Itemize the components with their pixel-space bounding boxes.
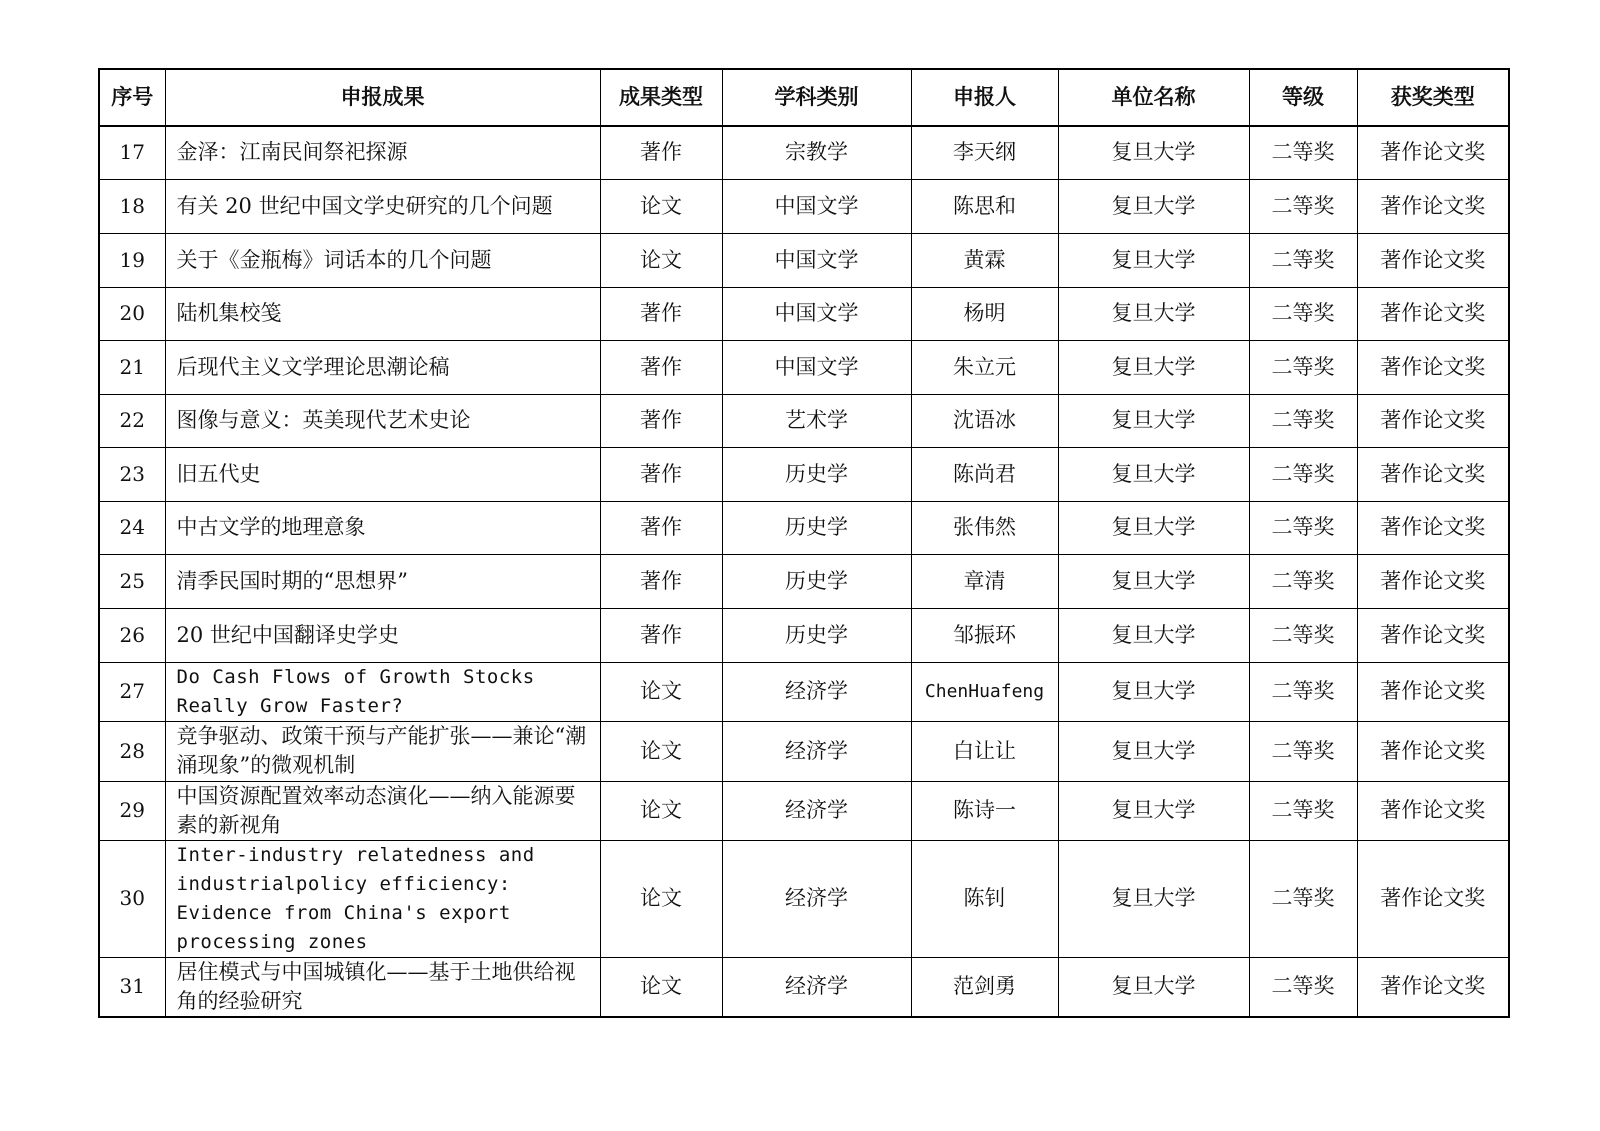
unit-cell: 复旦大学 — [1058, 781, 1249, 840]
seq-cell: 25 — [99, 554, 165, 608]
award-cell: 著作论文奖 — [1357, 957, 1509, 1017]
title-cell: 图像与意义：英美现代艺术史论 — [165, 394, 600, 447]
award-cell: 著作论文奖 — [1357, 233, 1509, 287]
discipline-cell: 经济学 — [722, 721, 911, 781]
discipline-cell: 中国文学 — [722, 287, 911, 340]
grade-cell: 二等奖 — [1249, 126, 1357, 179]
author-cell: 沈语冰 — [911, 394, 1058, 447]
discipline-cell: 宗教学 — [722, 126, 911, 179]
title-cell: 有关 20 世纪中国文学史研究的几个问题 — [165, 179, 600, 233]
seq-cell: 27 — [99, 662, 165, 721]
seq-cell: 30 — [99, 840, 165, 957]
unit-cell: 复旦大学 — [1058, 721, 1249, 781]
discipline-cell: 经济学 — [722, 781, 911, 840]
title-cell: 清季民国时期的“思想界” — [165, 554, 600, 608]
unit-cell: 复旦大学 — [1058, 394, 1249, 447]
discipline-cell: 艺术学 — [722, 394, 911, 447]
title-cell: 居住模式与中国城镇化——基于土地供给视角的经验研究 — [165, 957, 600, 1017]
header-seq: 序号 — [99, 69, 165, 126]
award-cell: 著作论文奖 — [1357, 662, 1509, 721]
title-cell: 陆机集校笺 — [165, 287, 600, 340]
discipline-cell: 中国文学 — [722, 233, 911, 287]
table-row — [99, 179, 1509, 233]
author-cell: 杨明 — [911, 287, 1058, 340]
unit-cell: 复旦大学 — [1058, 179, 1249, 233]
table-row — [99, 233, 1509, 287]
seq-cell: 21 — [99, 340, 165, 394]
table-row — [99, 721, 1509, 781]
discipline-cell: 历史学 — [722, 608, 911, 662]
table-row — [99, 287, 1509, 340]
author-cell: 范剑勇 — [911, 957, 1058, 1017]
award-cell: 著作论文奖 — [1357, 126, 1509, 179]
title-cell: 中古文学的地理意象 — [165, 501, 600, 554]
author-cell: 章清 — [911, 554, 1058, 608]
grade-cell: 二等奖 — [1249, 233, 1357, 287]
seq-cell: 17 — [99, 126, 165, 179]
award-cell: 著作论文奖 — [1357, 447, 1509, 501]
header-grade: 等级 — [1249, 69, 1357, 126]
grade-cell: 二等奖 — [1249, 662, 1357, 721]
table-row — [99, 781, 1509, 840]
seq-cell: 24 — [99, 501, 165, 554]
grade-cell: 二等奖 — [1249, 340, 1357, 394]
seq-cell: 19 — [99, 233, 165, 287]
header-title: 申报成果 — [165, 69, 600, 126]
author-cell: 邹振环 — [911, 608, 1058, 662]
author-cell: 陈钊 — [911, 840, 1058, 957]
award-cell: 著作论文奖 — [1357, 394, 1509, 447]
unit-cell: 复旦大学 — [1058, 447, 1249, 501]
grade-cell: 二等奖 — [1249, 840, 1357, 957]
grade-cell: 二等奖 — [1249, 721, 1357, 781]
seq-cell: 29 — [99, 781, 165, 840]
grade-cell: 二等奖 — [1249, 608, 1357, 662]
unit-cell: 复旦大学 — [1058, 233, 1249, 287]
type-cell: 论文 — [600, 781, 722, 840]
header-discipline: 学科类别 — [722, 69, 911, 126]
seq-cell: 26 — [99, 608, 165, 662]
seq-cell: 20 — [99, 287, 165, 340]
title-cell: Do Cash Flows of Growth Stocks Really Grow Faster? — [165, 662, 600, 721]
award-cell: 著作论文奖 — [1357, 721, 1509, 781]
unit-cell: 复旦大学 — [1058, 287, 1249, 340]
type-cell: 著作 — [600, 501, 722, 554]
title-cell: 旧五代史 — [165, 447, 600, 501]
grade-cell: 二等奖 — [1249, 447, 1357, 501]
author-cell: 朱立元 — [911, 340, 1058, 394]
discipline-cell: 经济学 — [722, 840, 911, 957]
table-row — [99, 662, 1509, 721]
type-cell: 著作 — [600, 554, 722, 608]
unit-cell: 复旦大学 — [1058, 340, 1249, 394]
award-cell: 著作论文奖 — [1357, 179, 1509, 233]
grade-cell: 二等奖 — [1249, 501, 1357, 554]
type-cell: 著作 — [600, 340, 722, 394]
award-cell: 著作论文奖 — [1357, 340, 1509, 394]
seq-cell: 28 — [99, 721, 165, 781]
author-cell: 陈诗一 — [911, 781, 1058, 840]
unit-cell: 复旦大学 — [1058, 840, 1249, 957]
type-cell: 著作 — [600, 608, 722, 662]
table-row — [99, 340, 1509, 394]
table-header-row — [99, 69, 1509, 126]
title-cell: 竞争驱动、政策干预与产能扩张——兼论“潮涌现象”的微观机制 — [165, 721, 600, 781]
award-cell: 著作论文奖 — [1357, 608, 1509, 662]
award-cell: 著作论文奖 — [1357, 781, 1509, 840]
seq-cell: 23 — [99, 447, 165, 501]
seq-cell: 18 — [99, 179, 165, 233]
grade-cell: 二等奖 — [1249, 287, 1357, 340]
awards-table — [98, 68, 1510, 1018]
author-cell: 陈思和 — [911, 179, 1058, 233]
type-cell: 著作 — [600, 287, 722, 340]
author-cell: 黄霖 — [911, 233, 1058, 287]
author-cell: ChenHuafeng — [911, 662, 1058, 721]
award-cell: 著作论文奖 — [1357, 554, 1509, 608]
unit-cell: 复旦大学 — [1058, 554, 1249, 608]
table-row — [99, 447, 1509, 501]
seq-cell: 31 — [99, 957, 165, 1017]
discipline-cell: 经济学 — [722, 662, 911, 721]
discipline-cell: 历史学 — [722, 447, 911, 501]
type-cell: 著作 — [600, 447, 722, 501]
type-cell: 著作 — [600, 394, 722, 447]
discipline-cell: 中国文学 — [722, 179, 911, 233]
seq-cell: 22 — [99, 394, 165, 447]
type-cell: 论文 — [600, 957, 722, 1017]
type-cell: 论文 — [600, 662, 722, 721]
title-cell: 中国资源配置效率动态演化——纳入能源要素的新视角 — [165, 781, 600, 840]
title-cell: 后现代主义文学理论思潮论稿 — [165, 340, 600, 394]
title-cell: Inter-industry relatedness and industrialpolicy efficiency: Evidence from China's export processing zones — [165, 840, 600, 957]
grade-cell: 二等奖 — [1249, 554, 1357, 608]
unit-cell: 复旦大学 — [1058, 608, 1249, 662]
unit-cell: 复旦大学 — [1058, 957, 1249, 1017]
type-cell: 论文 — [600, 840, 722, 957]
type-cell: 著作 — [600, 126, 722, 179]
award-cell: 著作论文奖 — [1357, 840, 1509, 957]
type-cell: 论文 — [600, 179, 722, 233]
author-cell: 白让让 — [911, 721, 1058, 781]
table-row — [99, 394, 1509, 447]
unit-cell: 复旦大学 — [1058, 662, 1249, 721]
header-author: 申报人 — [911, 69, 1058, 126]
author-cell: 张伟然 — [911, 501, 1058, 554]
header-award: 获奖类型 — [1357, 69, 1509, 126]
grade-cell: 二等奖 — [1249, 781, 1357, 840]
discipline-cell: 历史学 — [722, 501, 911, 554]
award-cell: 著作论文奖 — [1357, 501, 1509, 554]
table-row — [99, 554, 1509, 608]
header-unit: 单位名称 — [1058, 69, 1249, 126]
unit-cell: 复旦大学 — [1058, 126, 1249, 179]
author-cell: 李天纲 — [911, 126, 1058, 179]
table-row — [99, 126, 1509, 179]
table-row — [99, 840, 1509, 957]
title-cell: 20 世纪中国翻译史学史 — [165, 608, 600, 662]
title-cell: 金泽：江南民间祭祀探源 — [165, 126, 600, 179]
author-cell: 陈尚君 — [911, 447, 1058, 501]
title-cell: 关于《金瓶梅》词话本的几个问题 — [165, 233, 600, 287]
discipline-cell: 中国文学 — [722, 340, 911, 394]
unit-cell: 复旦大学 — [1058, 501, 1249, 554]
type-cell: 论文 — [600, 721, 722, 781]
table-row — [99, 501, 1509, 554]
grade-cell: 二等奖 — [1249, 957, 1357, 1017]
grade-cell: 二等奖 — [1249, 179, 1357, 233]
award-cell: 著作论文奖 — [1357, 287, 1509, 340]
table-row — [99, 608, 1509, 662]
grade-cell: 二等奖 — [1249, 394, 1357, 447]
type-cell: 论文 — [600, 233, 722, 287]
table-body — [99, 126, 1509, 1017]
discipline-cell: 历史学 — [722, 554, 911, 608]
header-type: 成果类型 — [600, 69, 722, 126]
discipline-cell: 经济学 — [722, 957, 911, 1017]
table-row — [99, 957, 1509, 1017]
